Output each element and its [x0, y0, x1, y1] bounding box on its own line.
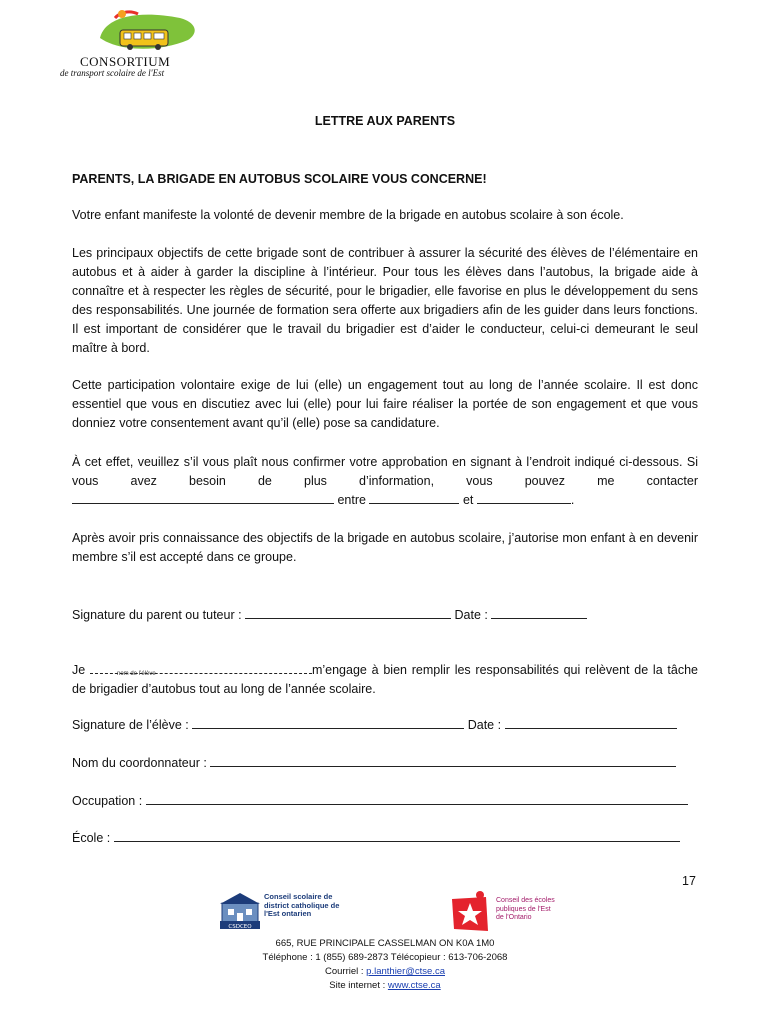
student-signature-label: Signature de l’élève :	[72, 718, 189, 732]
contact-time-end-line[interactable]	[477, 491, 571, 504]
date-label-2: Date :	[467, 718, 502, 732]
school-building-icon	[218, 889, 262, 931]
page-title: LETTRE AUX PARENTS	[314, 114, 456, 128]
engagement-text: m’engage à bien remplir les responsabilités qui relèvent de la tâche de brigadier d’autobus tout au long de l’année scolaire.	[72, 663, 698, 696]
paragraph-4-text: À cet effet, veuillez s’il vous plaît nous confirmer votre approbation en signant à l’endroit indiqué ci-dessous. Si vous avez besoin de plus d’information, vous pouvez me contacter	[72, 455, 698, 488]
date-label-1: Date :	[454, 608, 488, 622]
logo-subtitle: de transport scolaire de l'Est	[60, 68, 165, 78]
paragraph-1: Votre enfant manifeste la volonté de devenir membre de la brigade en autobus scolaire à son école.	[72, 208, 624, 222]
ecole-line[interactable]	[114, 829, 680, 842]
page-number: 17	[682, 874, 696, 888]
coordinator-label: Nom du coordonnateur :	[72, 756, 207, 770]
student-name-hint: nom de l’élève	[117, 671, 156, 677]
footer-address: 665, RUE PRINCIPALE CASSELMAN ON K0A 1M0	[275, 938, 495, 949]
occupation-line[interactable]	[146, 792, 688, 805]
bus-logo-icon	[60, 8, 210, 58]
ecole-label: École :	[72, 831, 111, 845]
footer-site-row	[0, 979, 770, 993]
footer-phone: Téléphone : 1 (855) 689-2873 Télécopieur : 613-706-2068	[262, 952, 508, 963]
section-heading: PARENTS, LA BRIGADE EN AUTOBUS SCOLAIRE VOUS CONCERNE!	[72, 172, 487, 186]
csdceo-abbr: CSDCEO	[228, 924, 252, 930]
csdceo-logo	[218, 889, 342, 931]
paragraph-3: Cette participation volontaire exige de lui (elle) un engagement tout au long de l’année scolaire. Il est donc essentiel que vous en discutiez avec lui (elle) pour lui faire réaliser la portée de son engagement et que vous donniez votre consentement avant qu’il (elle) pose sa candidature.	[72, 378, 698, 430]
ecole-row	[72, 829, 680, 845]
contact-time-start-line[interactable]	[369, 491, 459, 504]
et-label: et	[462, 493, 474, 507]
parent-signature-line[interactable]	[245, 606, 451, 619]
date-line-2[interactable]	[505, 716, 677, 729]
footer-email-link[interactable]: p.lanthier@ctse.ca	[366, 966, 445, 977]
engagement-paragraph	[72, 661, 698, 699]
footer-site-label: Site internet :	[329, 980, 388, 991]
student-signature-row	[72, 716, 677, 732]
coordinator-row	[72, 754, 676, 770]
entre-label: entre	[337, 493, 366, 507]
footer-email-row	[0, 965, 770, 979]
paragraph-2: Les principaux objectifs de cette brigade sont de contribuer à assurer la sécurité des élèves de l’élémentaire en autobus et à aider à garder la discipline à l’intérieur. Pour tous les élèves dans l’autobus, la brigade aide à connaître et à respecter les règles de sécurité, pour le brigadier, elle favorise en plus le développement du sens des responsabilités. Une journée de formation sera offerte aux brigadiers afin de les guider dans leurs fonctions. Il est important de considérer que le travail du brigadier est d’aider le conducteur, celui-ci demeurant le seul maître à bord.	[72, 246, 698, 355]
logo-name: CONSORTIUM	[80, 54, 171, 69]
occupation-label: Occupation :	[72, 794, 143, 808]
paragraph-4: À cet effet, veuillez s’il vous plaît nous confirmer votre approbation en signant à l’endroit indiqué ci-dessous. Si vous avez besoin de plus d’information, vous pouvez me contacter entre et .	[72, 455, 698, 507]
footer-site-link[interactable]: www.ctse.ca	[387, 980, 441, 991]
footer-email-label: Courriel :	[324, 966, 367, 977]
date-line-1[interactable]	[491, 606, 587, 619]
je-label: Je	[72, 663, 86, 677]
csdceo-name: Conseil scolaire de district catholique de l'Est ontarien	[264, 892, 340, 918]
star-logo-icon	[448, 891, 492, 933]
student-signature-line[interactable]	[192, 716, 464, 729]
contact-name-line[interactable]	[72, 491, 334, 504]
coordinator-line[interactable]	[210, 754, 676, 767]
cepeo-logo	[448, 891, 558, 933]
parent-signature-row	[72, 606, 587, 622]
occupation-row	[72, 792, 688, 808]
consortium-logo	[60, 8, 210, 80]
cepeo-name: Conseil des écoles publiques de l'Est de l'Ontario	[496, 897, 555, 921]
paragraph-5: Après avoir pris connaissance des objectifs de la brigade en autobus scolaire, j’autorise mon enfant à en devenir membre s’il est accepté dans ce groupe.	[72, 531, 698, 564]
parent-signature-label: Signature du parent ou tuteur :	[72, 608, 242, 622]
